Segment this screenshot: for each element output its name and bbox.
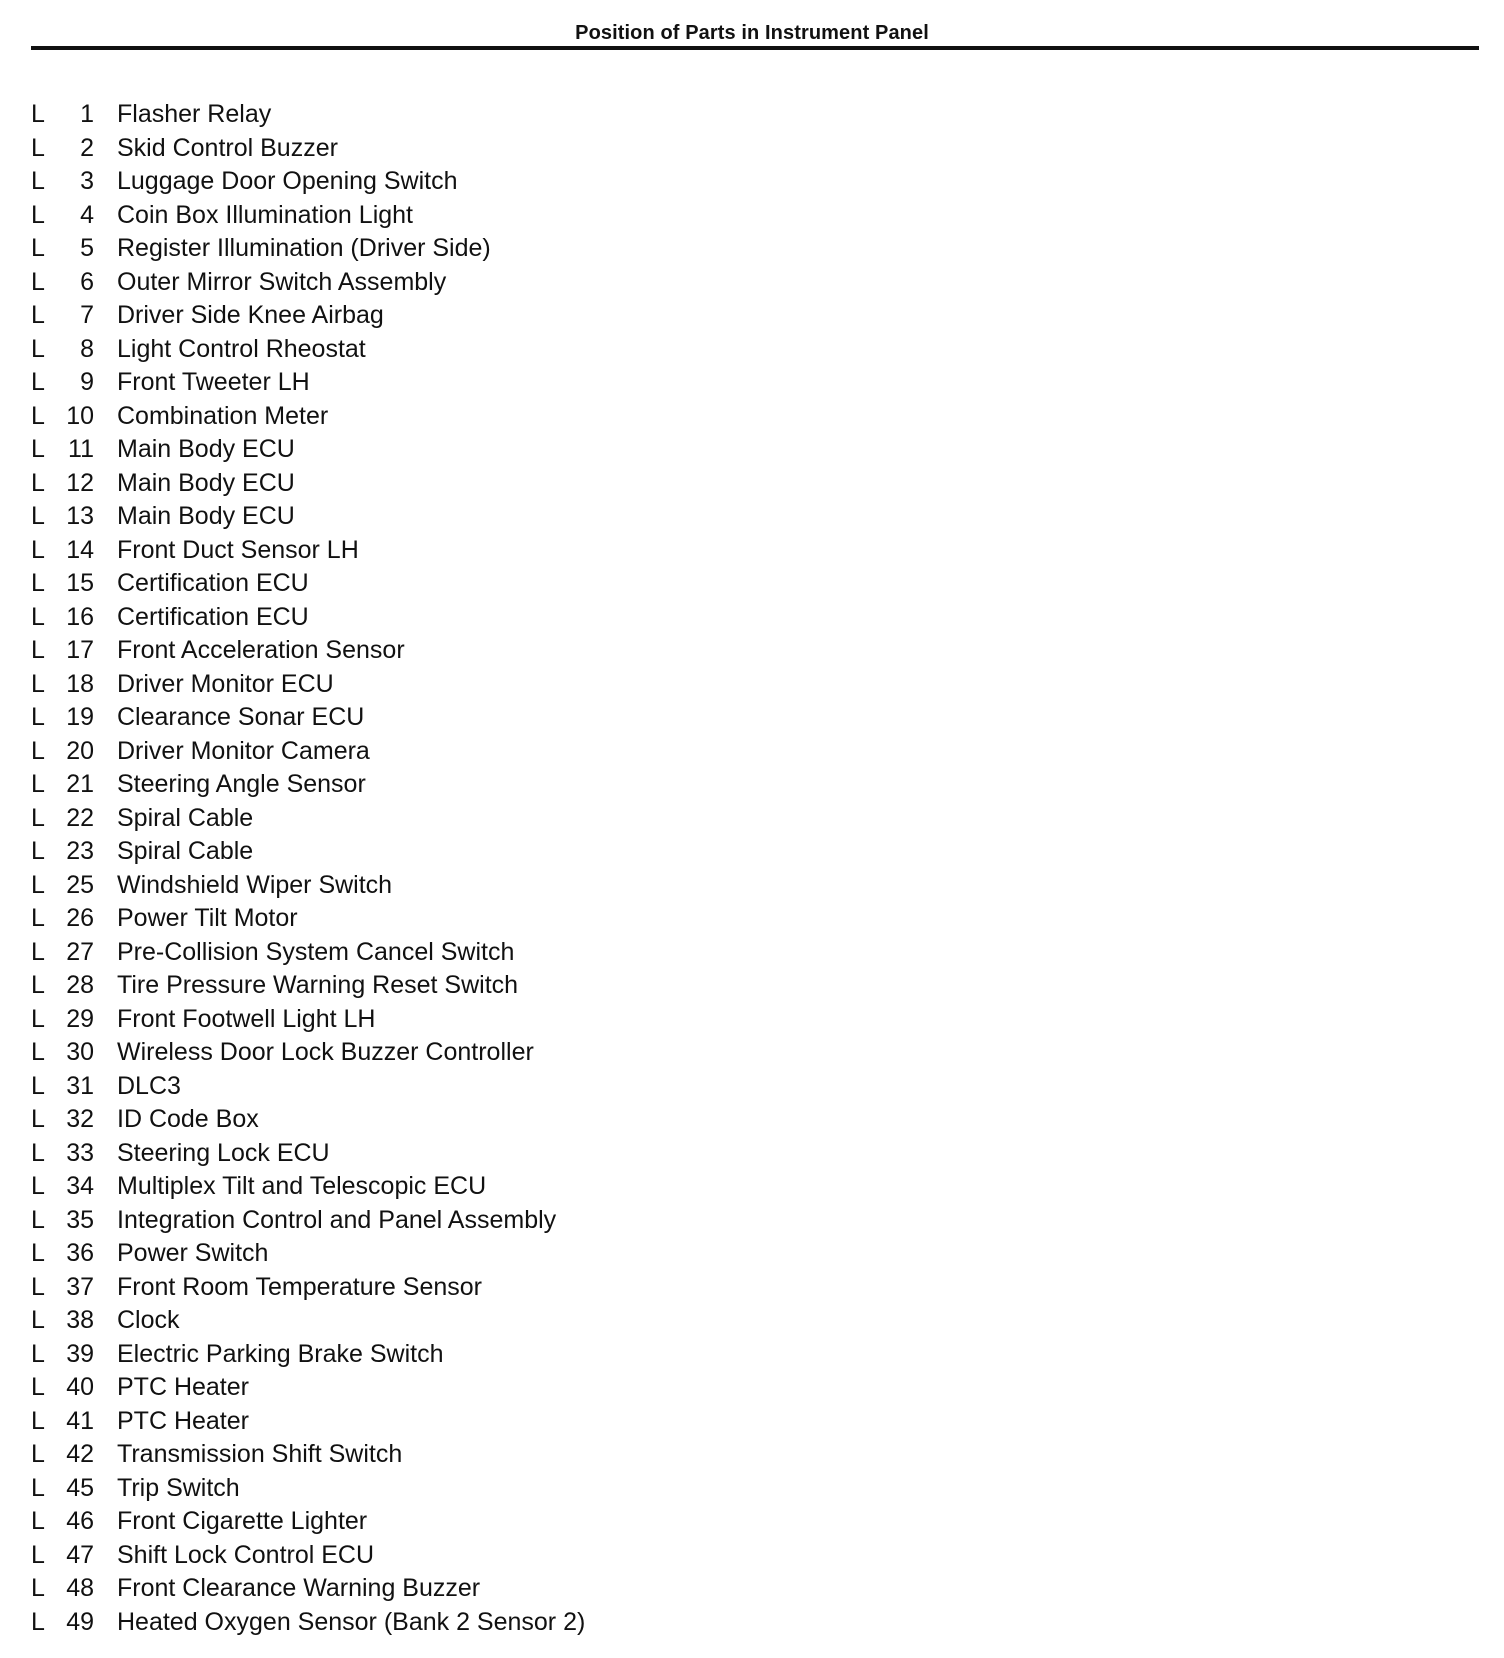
part-location-code: L bbox=[31, 502, 45, 530]
part-name: Windshield Wiper Switch bbox=[117, 870, 393, 899]
part-number: 16 bbox=[66, 602, 94, 631]
part-name: Luggage Door Opening Switch bbox=[117, 167, 458, 195]
part-name: Multiplex Tilt and Telescopic ECU bbox=[117, 1172, 487, 1200]
part-name: Front Footwell Light LH bbox=[117, 1004, 376, 1033]
part-location-code: L bbox=[31, 401, 45, 430]
part-location-code: L bbox=[31, 1574, 45, 1602]
part-number: 20 bbox=[66, 736, 94, 765]
list-item bbox=[0, 98, 1504, 132]
part-name: DLC3 bbox=[117, 1071, 181, 1100]
part-location-code: L bbox=[31, 1473, 45, 1502]
part-location-code: L bbox=[31, 133, 45, 162]
part-number: 37 bbox=[66, 1272, 94, 1301]
part-name: Coin Box Illumination Light bbox=[117, 200, 413, 229]
part-number: 34 bbox=[66, 1172, 94, 1200]
part-number: 45 bbox=[66, 1473, 94, 1502]
part-name: Shift Lock Control ECU bbox=[117, 1540, 375, 1569]
part-number: 26 bbox=[66, 904, 94, 932]
part-number: 14 bbox=[66, 535, 94, 564]
part-number: 48 bbox=[66, 1574, 94, 1602]
list-item bbox=[0, 902, 1504, 936]
part-number: 29 bbox=[66, 1004, 94, 1033]
part-number: 8 bbox=[80, 334, 94, 363]
part-name: Front Room Temperature Sensor bbox=[117, 1272, 482, 1301]
title-divider bbox=[31, 46, 1479, 50]
list-item bbox=[0, 1036, 1504, 1070]
part-location-code: L bbox=[31, 904, 45, 932]
list-item bbox=[0, 1271, 1504, 1305]
part-name: Pre-Collision System Cancel Switch bbox=[117, 937, 515, 966]
part-name: Front Cigarette Lighter bbox=[117, 1507, 368, 1535]
part-location-code: L bbox=[31, 1138, 45, 1167]
list-item bbox=[0, 1505, 1504, 1539]
part-name: Driver Side Knee Airbag bbox=[117, 301, 384, 329]
part-number: 5 bbox=[80, 234, 94, 262]
part-name: Certification ECU bbox=[117, 602, 309, 631]
part-name: Clock bbox=[117, 1306, 180, 1334]
part-location-code: L bbox=[31, 870, 45, 899]
part-location-code: L bbox=[31, 1306, 45, 1334]
list-item bbox=[0, 165, 1504, 199]
list-item bbox=[0, 1103, 1504, 1137]
list-item bbox=[0, 1572, 1504, 1606]
part-location-code: L bbox=[31, 703, 45, 731]
part-location-code: L bbox=[31, 1373, 45, 1401]
part-location-code: L bbox=[31, 1540, 45, 1569]
part-name: Main Body ECU bbox=[117, 502, 295, 530]
part-location-code: L bbox=[31, 569, 45, 597]
part-number: 35 bbox=[66, 1205, 94, 1234]
part-location-code: L bbox=[31, 1507, 45, 1535]
list-item bbox=[0, 601, 1504, 635]
part-name: Light Control Rheostat bbox=[117, 334, 366, 363]
list-item bbox=[0, 534, 1504, 568]
part-number: 39 bbox=[66, 1339, 94, 1368]
part-number: 19 bbox=[66, 703, 94, 731]
list-item bbox=[0, 199, 1504, 233]
list-item bbox=[0, 768, 1504, 802]
part-name: Power Tilt Motor bbox=[117, 904, 298, 932]
part-location-code: L bbox=[31, 1339, 45, 1368]
part-name: Outer Mirror Switch Assembly bbox=[117, 267, 447, 296]
part-number: 17 bbox=[66, 636, 94, 664]
list-item bbox=[0, 1371, 1504, 1405]
part-number: 30 bbox=[66, 1038, 94, 1066]
part-location-code: L bbox=[31, 535, 45, 564]
list-item bbox=[0, 266, 1504, 300]
part-number: 9 bbox=[80, 368, 94, 396]
parts-list bbox=[0, 98, 1504, 1639]
part-location-code: L bbox=[31, 468, 45, 497]
part-location-code: L bbox=[31, 267, 45, 296]
part-name: Main Body ECU bbox=[117, 435, 295, 463]
part-name: Transmission Shift Switch bbox=[117, 1440, 403, 1468]
part-location-code: L bbox=[31, 1038, 45, 1066]
part-number: 47 bbox=[66, 1540, 94, 1569]
list-item bbox=[0, 1338, 1504, 1372]
part-location-code: L bbox=[31, 334, 45, 363]
list-item bbox=[0, 500, 1504, 534]
part-name: ID Code Box bbox=[117, 1105, 259, 1133]
part-number: 23 bbox=[66, 837, 94, 865]
part-name: Power Switch bbox=[117, 1239, 269, 1267]
part-name: Electric Parking Brake Switch bbox=[117, 1339, 444, 1368]
part-location-code: L bbox=[31, 1239, 45, 1267]
list-item bbox=[0, 1170, 1504, 1204]
part-name: Front Acceleration Sensor bbox=[117, 636, 405, 664]
part-location-code: L bbox=[31, 1607, 45, 1636]
list-item bbox=[0, 1472, 1504, 1506]
part-name: Driver Monitor ECU bbox=[117, 669, 334, 698]
part-number: 27 bbox=[66, 937, 94, 966]
list-item bbox=[0, 1304, 1504, 1338]
part-name: Main Body ECU bbox=[117, 468, 295, 497]
list-item bbox=[0, 1137, 1504, 1171]
part-location-code: L bbox=[31, 1406, 45, 1435]
part-number: 6 bbox=[80, 267, 94, 296]
list-item bbox=[0, 433, 1504, 467]
part-name: Steering Angle Sensor bbox=[117, 770, 366, 798]
part-number: 10 bbox=[66, 401, 94, 430]
part-number: 41 bbox=[66, 1406, 94, 1435]
part-number: 21 bbox=[66, 770, 94, 798]
list-item bbox=[0, 869, 1504, 903]
part-name: Tire Pressure Warning Reset Switch bbox=[117, 971, 519, 999]
list-item bbox=[0, 1204, 1504, 1238]
part-name: PTC Heater bbox=[117, 1406, 249, 1435]
list-item bbox=[0, 1438, 1504, 1472]
list-item bbox=[0, 400, 1504, 434]
list-item bbox=[0, 1070, 1504, 1104]
part-location-code: L bbox=[31, 636, 45, 664]
list-item bbox=[0, 1606, 1504, 1640]
part-name: Driver Monitor Camera bbox=[117, 736, 370, 765]
list-item bbox=[0, 299, 1504, 333]
part-location-code: L bbox=[31, 1440, 45, 1468]
list-item bbox=[0, 735, 1504, 769]
part-location-code: L bbox=[31, 234, 45, 262]
part-name: PTC Heater bbox=[117, 1373, 249, 1401]
part-location-code: L bbox=[31, 200, 45, 229]
part-name: Skid Control Buzzer bbox=[117, 133, 338, 162]
part-location-code: L bbox=[31, 1205, 45, 1234]
part-location-code: L bbox=[31, 100, 45, 128]
part-location-code: L bbox=[31, 736, 45, 765]
part-location-code: L bbox=[31, 368, 45, 396]
part-name: Front Duct Sensor LH bbox=[117, 535, 359, 564]
list-item bbox=[0, 333, 1504, 367]
part-location-code: L bbox=[31, 669, 45, 698]
part-location-code: L bbox=[31, 167, 45, 195]
part-name: Combination Meter bbox=[117, 401, 329, 430]
list-item bbox=[0, 132, 1504, 166]
part-number: 7 bbox=[80, 301, 94, 329]
part-name: Front Clearance Warning Buzzer bbox=[117, 1574, 481, 1602]
list-item bbox=[0, 634, 1504, 668]
part-location-code: L bbox=[31, 770, 45, 798]
part-name: Register Illumination (Driver Side) bbox=[117, 234, 491, 262]
list-item bbox=[0, 936, 1504, 970]
list-item bbox=[0, 366, 1504, 400]
part-location-code: L bbox=[31, 435, 45, 463]
part-location-code: L bbox=[31, 1004, 45, 1033]
part-number: 22 bbox=[66, 803, 94, 832]
part-number: 18 bbox=[66, 669, 94, 698]
list-item bbox=[0, 1539, 1504, 1573]
list-item bbox=[0, 567, 1504, 601]
part-number: 2 bbox=[80, 133, 94, 162]
list-item bbox=[0, 835, 1504, 869]
part-number: 11 bbox=[68, 435, 94, 463]
list-item bbox=[0, 969, 1504, 1003]
part-name: Wireless Door Lock Buzzer Controller bbox=[117, 1038, 534, 1066]
part-location-code: L bbox=[31, 803, 45, 832]
list-item bbox=[0, 701, 1504, 735]
part-number: 15 bbox=[66, 569, 94, 597]
list-item bbox=[0, 232, 1504, 266]
part-location-code: L bbox=[31, 837, 45, 865]
part-number: 38 bbox=[66, 1306, 94, 1334]
part-number: 1 bbox=[80, 100, 94, 128]
part-location-code: L bbox=[31, 1105, 45, 1133]
part-location-code: L bbox=[31, 301, 45, 329]
part-name: Trip Switch bbox=[117, 1473, 240, 1502]
part-location-code: L bbox=[31, 971, 45, 999]
part-number: 12 bbox=[66, 468, 94, 497]
list-item bbox=[0, 1003, 1504, 1037]
part-number: 25 bbox=[66, 870, 94, 899]
part-location-code: L bbox=[31, 602, 45, 631]
page-title: Position of Parts in Instrument Panel bbox=[575, 22, 929, 44]
part-number: 36 bbox=[66, 1239, 94, 1267]
part-number: 3 bbox=[80, 167, 94, 195]
part-name: Spiral Cable bbox=[117, 837, 254, 865]
part-name: Front Tweeter LH bbox=[117, 368, 310, 396]
list-item bbox=[0, 467, 1504, 501]
part-number: 33 bbox=[66, 1138, 94, 1167]
part-name: Spiral Cable bbox=[117, 803, 254, 832]
part-number: 13 bbox=[66, 502, 94, 530]
list-item bbox=[0, 1405, 1504, 1439]
part-name: Steering Lock ECU bbox=[117, 1138, 330, 1167]
part-number: 32 bbox=[66, 1105, 94, 1133]
part-number: 46 bbox=[66, 1507, 94, 1535]
part-number: 4 bbox=[80, 200, 94, 229]
part-name: Flasher Relay bbox=[117, 100, 272, 128]
part-name: Certification ECU bbox=[117, 569, 309, 597]
part-name: Heated Oxygen Sensor (Bank 2 Sensor 2) bbox=[117, 1607, 586, 1636]
part-location-code: L bbox=[31, 1071, 45, 1100]
list-item bbox=[0, 668, 1504, 702]
list-item bbox=[0, 802, 1504, 836]
list-item bbox=[0, 1237, 1504, 1271]
part-number: 42 bbox=[66, 1440, 94, 1468]
part-number: 31 bbox=[66, 1071, 94, 1100]
part-number: 40 bbox=[66, 1373, 94, 1401]
part-location-code: L bbox=[31, 937, 45, 966]
part-number: 49 bbox=[66, 1607, 94, 1636]
part-name: Integration Control and Panel Assembly bbox=[117, 1205, 557, 1234]
part-number: 28 bbox=[66, 971, 94, 999]
part-location-code: L bbox=[31, 1172, 45, 1200]
part-location-code: L bbox=[31, 1272, 45, 1301]
part-name: Clearance Sonar ECU bbox=[117, 703, 365, 731]
